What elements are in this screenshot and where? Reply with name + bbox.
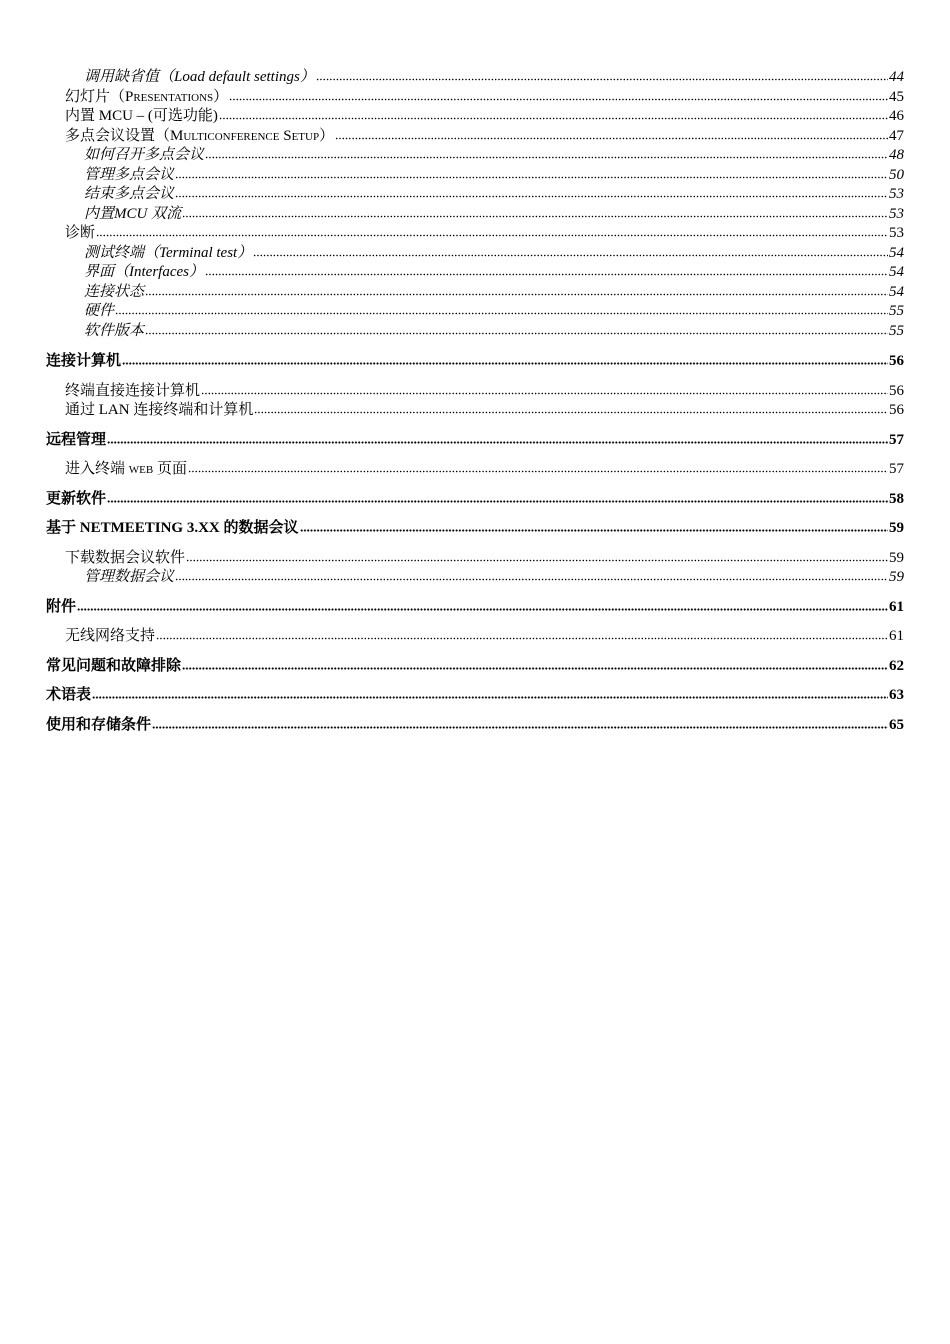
toc-entry-title: 调用缺省值（Load default settings） [84,69,315,85]
toc-entry-page-number: 56 [889,353,904,369]
toc-entry-page-number: 48 [889,147,904,163]
dot-leader [145,284,888,296]
toc-entry[interactable] [46,127,904,147]
toc-entry[interactable] [46,352,904,372]
dot-leader [229,89,888,101]
dot-leader [122,353,888,365]
toc-entry-page-number: 58 [889,490,904,507]
dot-leader [300,520,888,532]
toc-entry-title: 无线网络支持 [65,628,156,644]
toc-entry-title: 终端直接连接计算机 [65,382,201,399]
dot-leader [182,206,888,218]
dot-leader [96,225,888,237]
toc-entry-title: 界面（Interfaces） [84,264,204,280]
toc-entry[interactable] [46,107,904,127]
toc-entry-page-number: 56 [889,382,904,399]
toc-entry-title: 下载数据会议软件 [65,549,186,566]
toc-entry-page-number: 57 [889,461,904,477]
toc-entry[interactable] [46,401,904,421]
toc-entry[interactable] [46,224,904,244]
toc-entry[interactable] [46,431,904,451]
dot-leader [188,461,888,473]
toc-entry[interactable] [46,382,904,402]
toc-entry[interactable] [46,460,904,480]
toc-entry-page-number: 63 [889,687,904,703]
toc-entry[interactable] [46,205,904,225]
dot-leader [335,128,888,140]
toc-entry-title: 硬件 [84,303,115,319]
toc-entry[interactable] [46,263,904,283]
toc-entry-title: 连接状态 [84,283,145,300]
toc-entry-page-number: 59 [889,520,904,536]
toc-entry-page-number: 61 [889,598,904,615]
toc-entry-page-number: 53 [889,225,904,241]
toc-entry-title: 结束多点会议 [84,186,175,202]
toc-entry-title: 常见问题和故障排除 [46,657,182,674]
toc-entry-page-number: 59 [889,549,904,566]
toc-entry-page-number: 55 [889,322,904,339]
toc-entry[interactable] [46,519,904,539]
toc-entry-page-number: 50 [889,166,904,183]
toc-entry-title: 内置MCU 双流 [84,205,182,222]
toc-entry-title: 管理多点会议 [84,166,175,183]
dot-leader [115,303,888,315]
toc-entry-page-number: 53 [889,205,904,222]
toc-entry[interactable] [46,322,904,342]
toc-entry[interactable] [46,88,904,108]
toc-entry[interactable] [46,627,904,647]
toc-entry-title: 多点会议设置（Multiconference Setup） [65,127,335,144]
toc-entry-page-number: 65 [889,716,904,733]
dot-leader [175,167,888,179]
toc-entry-title: 通过 LAN 连接终端和计算机 [65,402,254,418]
toc-entry-title: 远程管理 [46,431,107,448]
toc-entry-page-number: 44 [889,69,904,85]
toc-entry-title: 内置 MCU – (可选功能) [65,108,218,124]
toc-entry[interactable] [46,490,904,510]
toc-entry-title: 诊断 [65,225,96,241]
dot-leader [175,569,888,581]
toc-entry-title: 更新软件 [46,490,107,507]
dot-leader [107,491,888,503]
toc-entry-title: 管理数据会议 [84,569,175,585]
toc-entry-title: 进入终端 web 页面 [65,461,187,477]
toc-entry-page-number: 62 [889,657,904,674]
dot-leader [152,717,888,729]
toc-entry-page-number: 56 [889,402,904,418]
dot-leader [254,402,888,414]
toc-entry-title: 软件版本 [84,322,145,339]
toc-entry[interactable] [46,146,904,166]
dot-leader [182,658,888,670]
toc-entry-title: 幻灯片（Presentations） [65,88,229,105]
toc-entry[interactable] [46,568,904,588]
toc-entry-page-number: 59 [889,569,904,585]
dot-leader [156,628,888,640]
dot-leader [253,245,888,257]
toc-entry[interactable] [46,244,904,264]
toc-entry[interactable] [46,549,904,569]
table-of-contents [46,68,904,745]
toc-entry[interactable] [46,302,904,322]
toc-entry[interactable] [46,716,904,736]
toc-entry-page-number: 54 [889,244,904,261]
toc-entry-title: 使用和存储条件 [46,716,152,733]
dot-leader [219,108,888,120]
toc-entry-page-number: 46 [889,108,904,124]
toc-entry[interactable] [46,686,904,706]
toc-entry-title: 术语表 [46,687,92,703]
dot-leader [205,264,888,276]
toc-entry-title: 连接计算机 [46,353,122,369]
dot-leader [205,147,888,159]
dot-leader [77,599,888,611]
dot-leader [175,186,888,198]
toc-entry-title: 基于 NETMEETING 3.XX 的数据会议 [46,520,299,536]
toc-entry-title: 测试终端（Terminal test） [84,244,253,261]
dot-leader [316,69,888,81]
toc-entry-title: 附件 [46,598,77,615]
toc-entry[interactable] [46,657,904,677]
toc-entry-page-number: 53 [889,186,904,202]
dot-leader [107,432,888,444]
toc-entry[interactable] [46,166,904,186]
dot-leader [186,550,888,562]
toc-entry-title: 如何召开多点会议 [84,147,205,163]
toc-entry-page-number: 61 [889,628,904,644]
toc-entry-page-number: 54 [889,264,904,280]
dot-leader [92,687,888,699]
toc-entry-page-number: 57 [889,431,904,448]
dot-leader [201,383,888,395]
toc-entry[interactable] [46,283,904,303]
toc-entry[interactable] [46,598,904,618]
toc-entry[interactable] [46,68,904,88]
toc-entry-page-number: 47 [889,127,904,144]
toc-entry-page-number: 45 [889,88,904,105]
dot-leader [145,323,888,335]
toc-entry-page-number: 55 [889,303,904,319]
toc-entry-page-number: 54 [889,283,904,300]
toc-entry[interactable] [46,185,904,205]
